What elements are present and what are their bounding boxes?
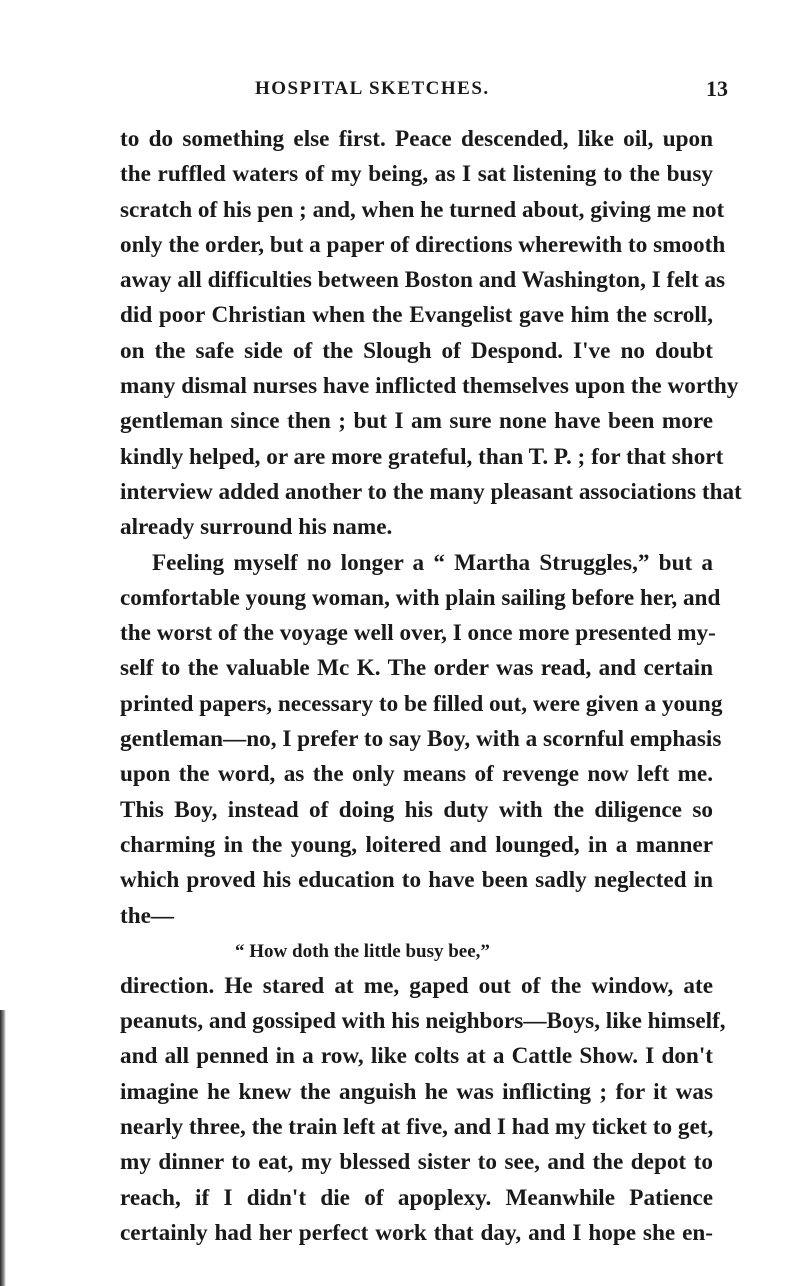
quoted-verse: “ How doth the little busy bee,” [235,940,490,962]
text-line: This Boy, instead of doing his duty with the diligence so [120,796,713,823]
text-line: to do something else first. Peace descended, like oil, upon [120,126,713,152]
text-line: did poor Christian when the Evangelist gave him the scroll, [120,302,713,329]
text-line: away all difficulties between Boston and Washington, I felt as [120,267,726,294]
text-line: gentleman—no, I prefer to say Boy, with a scornful emphasis [120,726,722,753]
text-line: peanuts, and gossiped with his neighbors—Boys, like himself, [120,1008,726,1035]
text-line: interview added another to the many pleasant associations that [120,478,742,505]
text-line: many dismal nurses have inflicted themselves upon the worthy [120,373,739,400]
paragraph-start-line: Feeling myself no longer a “ Martha Struggles,” but a [152,549,713,576]
text-line: kindly helped, or are more grateful, than T. P. ; for that short [120,443,724,470]
body-text [120,122,742,1251]
text-line: the worst of the voyage well over, I once more presented my- [120,620,716,647]
page-number: 13 [706,76,728,101]
running-head: HOSPITAL SKETCHES. [255,78,490,99]
text-line: my dinner to eat, my blessed sister to see, and the depot to [120,1149,713,1176]
text-line: on the safe side of the Slough of Despond. I've no doubt [120,337,713,364]
text-line: and all penned in a row, like colts at a Cattle Show. I don't [120,1043,713,1070]
text-line: upon the word, as the only means of revenge now left me. [120,761,713,788]
page-edge-shadow [0,1010,6,1286]
text-line: gentleman since then ; but I am sure none have been more [120,408,713,435]
text-line: printed papers, necessary to be filled out, were given a young [120,690,723,717]
text-line: the ruffled waters of my being, as I sat listening to the busy [120,161,713,188]
text-line: which proved his education to have been sadly neglected in [120,867,713,894]
text-line: self to the valuable Mc K. The order was read, and certain [120,655,713,682]
text-line: comfortable young woman, with plain sailing before her, and [120,584,721,611]
text-line: the— [120,902,175,929]
text-line: charming in the young, loitered and lounged, in a manner [120,831,713,858]
text-line: reach, if I didn't die of apoplexy. Meanwhile Patience [120,1184,713,1211]
text-line: already surround his name. [120,514,393,541]
text-line: only the order, but a paper of directions wherewith to smooth [120,231,726,258]
text-line: nearly three, the train left at five, and I had my ticket to get, [120,1114,714,1141]
text-line: scratch of his pen ; and, when he turned about, giving me not [120,196,725,223]
text-line: direction. He stared at me, gaped out of the window, ate [120,972,713,999]
text-line: certainly had her perfect work that day, and I hope she en- [120,1219,713,1246]
text-line: imagine he knew the anguish he was inflicting ; for it was [120,1078,713,1105]
